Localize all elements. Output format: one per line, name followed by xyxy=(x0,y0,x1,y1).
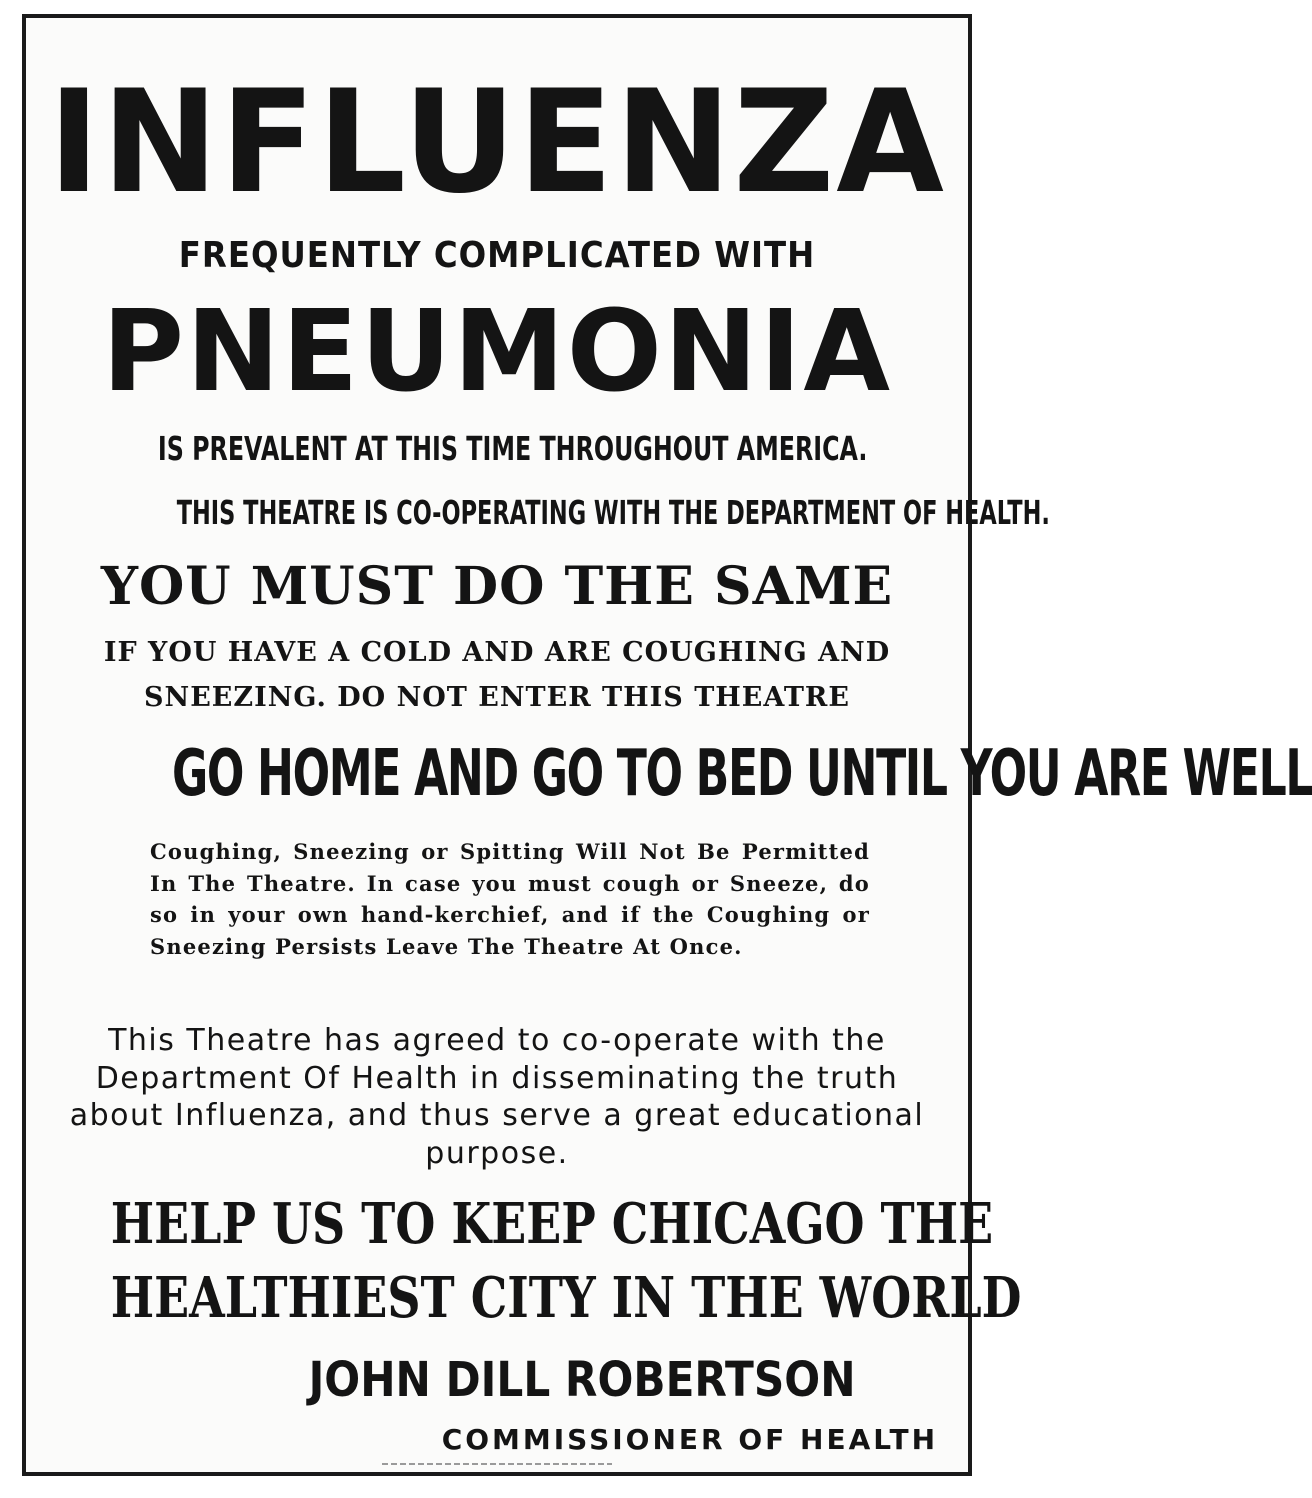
education-paragraph: This Theatre has agreed to co-operate with the Department Of Health in disseminating the truth about Influenza, and thus serve a great educational purpose. xyxy=(69,1023,925,1171)
headline-influenza: INFLUENZA xyxy=(48,60,946,225)
go-home-heading: GO HOME AND GO TO BED UNTIL YOU ARE WELL xyxy=(172,737,1312,811)
prevalence-line: IS PREVALENT AT THIS TIME THROUGHOUT AMERICA. xyxy=(157,429,868,468)
closing-line-2: HEALTHIEST CITY IN THE WORLD xyxy=(110,1265,1022,1331)
cold-notice-line-2: SNEEZING. DO NOT ENTER THIS THEATRE xyxy=(144,682,850,713)
subheadline-complicated: FREQUENTLY COMPLICATED WITH xyxy=(178,235,816,276)
conduct-paragraph: Coughing, Sneezing or Spitting Will Not Be Permitted In The Theatre. In case you must cough or Sneeze, do so in your own hand-kerchief, and if the Coughing or Sneezing Persists Leave The Theatre At Once. xyxy=(150,839,870,959)
cold-notice-line-1: IF YOU HAVE A COLD AND ARE COUGHING AND xyxy=(103,637,891,668)
headline-pneumonia: PNEUMONIA xyxy=(101,287,893,417)
closing-line-1: HELP US TO KEEP CHICAGO THE xyxy=(110,1191,994,1257)
instruction-heading: YOU MUST DO THE SAME xyxy=(100,556,894,617)
signatory-name: JOHN DILL ROBERTSON xyxy=(309,1352,856,1408)
printer-mark xyxy=(26,1463,968,1466)
printer-mark-line xyxy=(382,1463,612,1465)
health-notice-poster xyxy=(22,14,1312,1476)
signatory-title: COMMISSIONER OF HEALTH xyxy=(441,1423,938,1456)
cooperation-line: THIS THEATRE IS CO-OPERATING WITH THE DEPARTMENT OF HEALTH. xyxy=(176,493,1050,532)
